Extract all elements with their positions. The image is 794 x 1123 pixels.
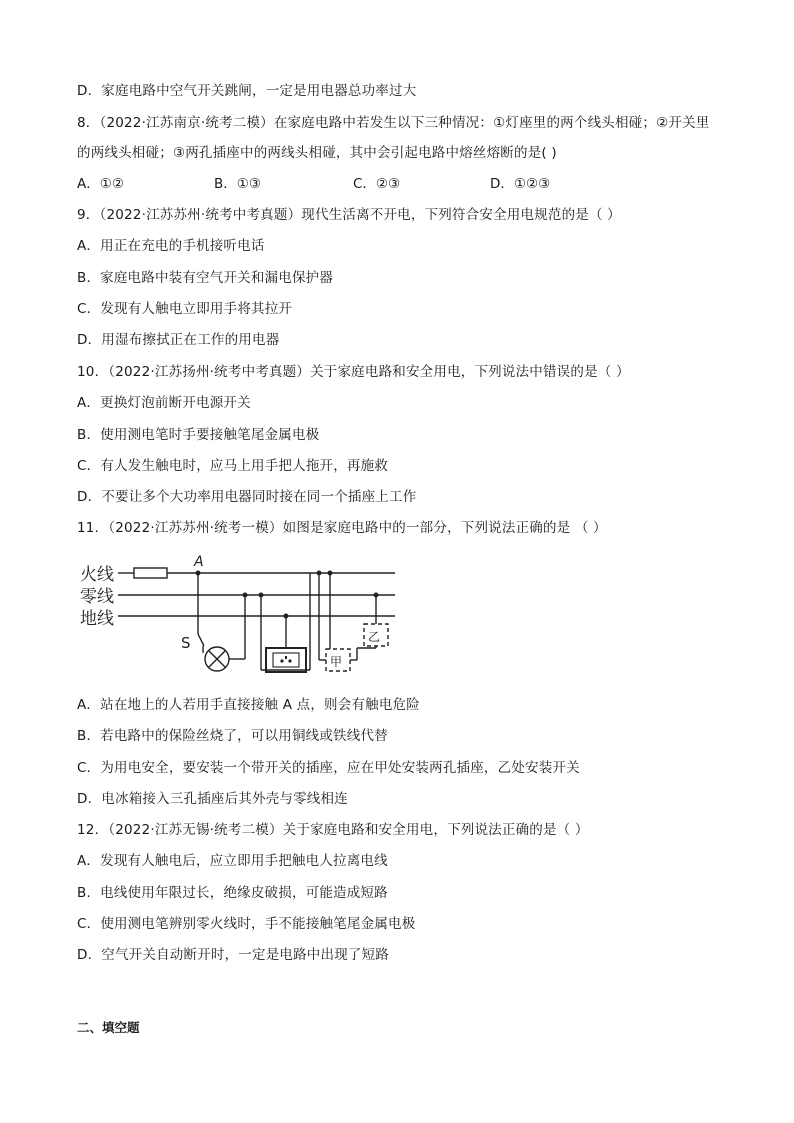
q8-stem-line1: 8．（2022·江苏南京·统考二模）在家庭电路中若发生以下三种情况：①灯座里的两个线头相碰；②开关里	[77, 115, 710, 131]
q11-option-d: D．电冰箱接入三孔插座后其外壳与零线相连	[77, 791, 348, 807]
q9-option-c: C．发现有人触电立即用手将其拉开	[77, 301, 293, 317]
fuse-icon	[134, 568, 167, 578]
live-wire-label: 火线	[80, 565, 114, 585]
box-yi-label: 乙	[368, 630, 381, 644]
junction-a	[196, 571, 201, 576]
q12-option-a: A．发现有人触电后，应立即用手把触电人拉离电线	[77, 853, 388, 869]
neutral-wire-label: 零线	[80, 587, 114, 607]
q8-option-a: A．①②	[77, 176, 124, 192]
q7-option-d: D．家庭电路中空气开关跳闸，一定是用电器总功率过大	[77, 83, 417, 99]
q8-option-b: B．①③	[214, 176, 261, 192]
switch-s-icon	[198, 634, 204, 646]
q8-stem-line2: 的两线头相碰；③两孔插座中的两线头相碰，其中会引起电路中熔丝熔断的是( )	[77, 145, 557, 161]
section-title: 二、填空题	[77, 1020, 140, 1035]
q8-options-row	[77, 174, 717, 194]
q9-option-a: A．用正在充电的手机接听电话	[77, 238, 265, 254]
q10-option-b: B．使用测电笔时手要接触笔尾金属电极	[77, 427, 320, 443]
q9-option-b: B．家庭电路中装有空气开关和漏电保护器	[77, 270, 334, 286]
q10-option-c: C．有人发生触电时，应马上用手把人拖开，再施救	[77, 458, 389, 474]
three-hole-socket-icon	[266, 648, 306, 672]
q11-option-b: B．若电路中的保险丝烧了，可以用铜线或铁线代替	[77, 728, 388, 744]
q8-option-c: C．②③	[353, 176, 401, 192]
point-a-label: A	[194, 554, 204, 570]
q12-option-d: D．空气开关自动断开时，一定是电路中出现了短路	[77, 947, 389, 963]
circuit-diagram	[70, 550, 410, 680]
q10-stem: 10．（2022·江苏扬州·统考中考真题）关于家庭电路和安全用电，下列说法中错误的是（ ）	[77, 364, 630, 380]
ground-wire-label: 地线	[80, 609, 114, 629]
q11-option-a: A．站在地上的人若用手直接接触 A 点，则会有触电危险	[77, 697, 420, 713]
q12-option-b: B．电线使用年限过长，绝缘皮破损，可能造成短路	[77, 885, 388, 901]
q10-option-a: A．更换灯泡前断开电源开关	[77, 395, 251, 411]
q12-stem: 12．（2022·江苏无锡·统考二模）关于家庭电路和安全用电，下列说法正确的是（ ）	[77, 822, 589, 838]
q9-option-d: D．用湿布擦拭正在工作的用电器	[77, 332, 280, 348]
q10-option-d: D．不要让多个大功率用电器同时接在同一个插座上工作	[77, 489, 417, 505]
q8-option-d: D．①②③	[490, 176, 551, 192]
switch-s-label: S	[181, 634, 191, 652]
q11-stem: 11．（2022·江苏苏州·统考一模）如图是家庭电路中的一部分，下列说法正确的是 （ ）	[77, 520, 607, 536]
q12-option-c: C．使用测电笔辨别零火线时，手不能接触笔尾金属电极	[77, 916, 416, 932]
q11-option-c: C．为用电安全，要安装一个带开关的插座，应在甲处安装两孔插座，乙处安装开关	[77, 760, 580, 776]
q9-stem: 9．（2022·江苏苏州·统考中考真题）现代生活离不开电，下列符合安全用电规范的是（ ）	[77, 207, 621, 223]
box-jia-label: 甲	[330, 655, 343, 669]
